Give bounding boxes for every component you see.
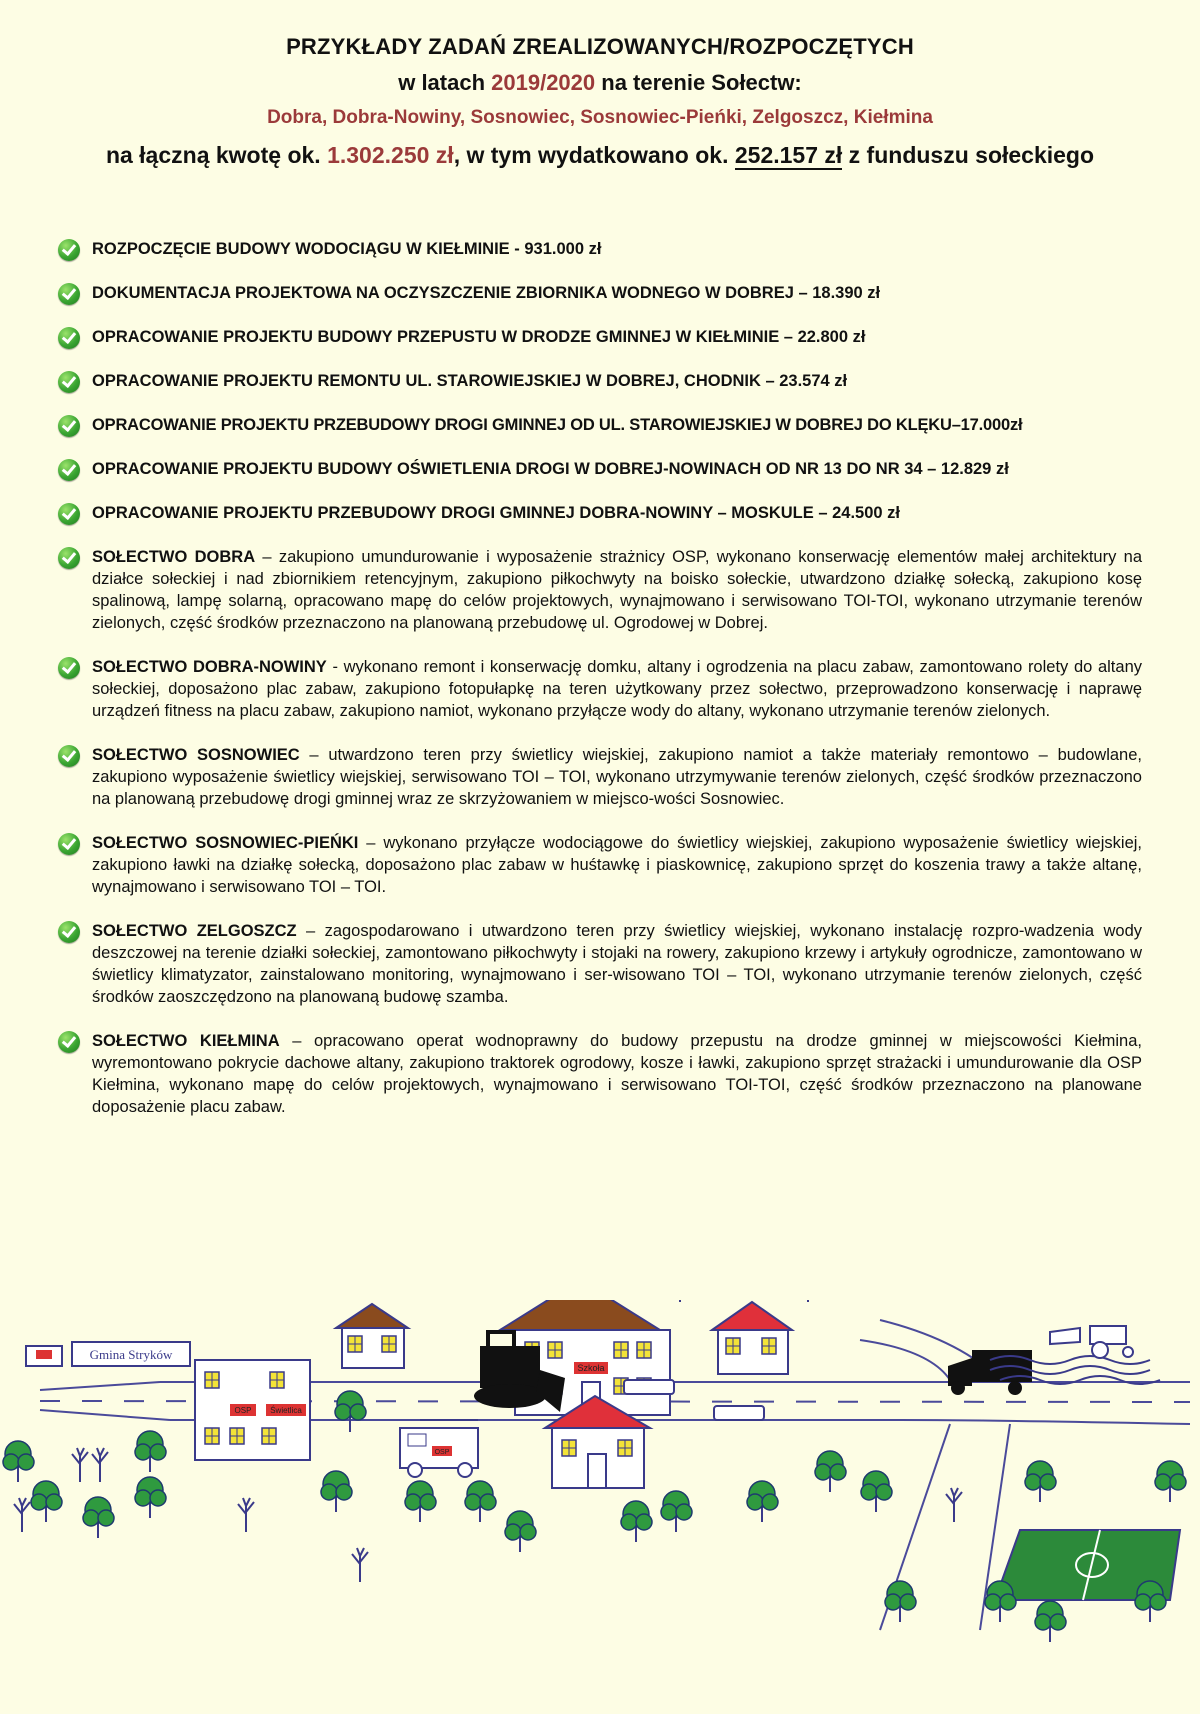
check-icon	[58, 327, 80, 349]
village-paragraph-dobra-nowiny: SOŁECTWO DOBRA-NOWINY - wykonano remont i konserwację domku, altany i ogrodzenia na placu zabaw, zamontowano rolety do altany sołeckiej, doposażono plac zabaw, zakupiono fotopułapkę na teren użytkowany przez sołectwo, przeprowadzono konserwację i naprawę urządzeń fitness na placu zabaw, zakupiono namiot, wykonano przyłącze wody do altany, wykonano utrzymanie terenów zielonych.	[58, 656, 1142, 722]
osp-building	[195, 1360, 310, 1460]
fire-truck	[400, 1420, 478, 1477]
check-icon	[58, 547, 80, 569]
village-paragraph-sosnowiec-pienki: SOŁECTWO SOSNOWIEC-PIEŃKI – wykonano przyłącze wodociągowe do świetlicy wiejskiej, zakupiono wyposażenie świetlicy wiejskiej, zakupiono ławki na działkę sołecką, doposażono plac zabaw w huśtawkę i piaskownicę, zakupiono sprzęt do koszenia trawy a także altanę, wynajmowano i serwisowano TOI – TOI.	[58, 832, 1142, 898]
subtitle-years: w latach 2019/2020 na terenie Sołectw:	[398, 70, 802, 95]
check-icon	[58, 503, 80, 525]
check-icon	[58, 239, 80, 261]
task-item: OPRACOWANIE PROJEKTU PRZEBUDOWY DROGI GMINNEJ OD UL. STAROWIEJSKIEJ W DOBREJ DO KLĘKU–17.000zł	[58, 414, 1142, 458]
check-icon	[58, 1031, 80, 1053]
header	[0, 30, 1200, 176]
village-paragraph-kielmina: SOŁECTWO KIEŁMINA – opracowano operat wodnoprawny do budowy przepustu na drodze gminnej w miejscowości Kiełmina, wyremontowano pokrycie dachowe altany, zakupiono traktorek ogrodowy, kosze i ławki, zakupiono sprzęt strażacki i umundurowanie dla OSP Kiełmina, wykonano mapę do celów projektowych, wynajmowano i serwisowano TOI-TOI, część środków przeznaczono na planowane doposażenie placu zabaw.	[58, 1030, 1142, 1118]
house-left	[336, 1304, 408, 1368]
task-item: OPRACOWANIE PROJEKTU PRZEBUDOWY DROGI GMINNEJ DOBRA-NOWINY – MOSKULE – 24.500 zł	[58, 502, 1142, 546]
svg-text:Gmina Stryków: Gmina Stryków	[89, 1347, 173, 1362]
total-amount-line: na łączną kwotę ok. 1.302.250 zł, w tym wydatkowano ok. 252.157 zł z funduszu sołeckiego	[105, 142, 1095, 168]
check-icon	[58, 415, 80, 437]
svg-text:OSP: OSP	[434, 1449, 450, 1456]
village-paragraph-dobra: SOŁECTWO DOBRA – zakupiono umundurowanie i wyposażenie strażnicy OSP, wykonano konserwację elementów małej architektury na działce sołeckiej i nad zbiornikiem retencyjnym, zakupiono piłkochwyty na boisko sołeckie, utwardzono działkę sołecką, zakupiono kosę spalinową, lampę solarną, opracowano mapę do celów projektowych, wynajmowano i serwisowano TOI-TOI, wykonano utrzymanie terenów zielonych, część środków przeznaczono na planowaną przebudowę ul. Ogrodowej w Dobrej.	[58, 546, 1142, 634]
task-item: OPRACOWANIE PROJEKTU REMONTU UL. STAROWIEJSKIEJ W DOBREJ, CHODNIK – 23.574 zł	[58, 370, 1142, 414]
villages-line: Dobra, Dobra-Nowiny, Sosnowiec, Sosnowiec-Pieńki, Zelgoszcz, Kiełmina	[267, 107, 933, 128]
task-item: OPRACOWANIE PROJEKTU BUDOWY OŚWIETLENIA DROGI W DOBREJ-NOWINACH OD NR 13 DO NR 34 – 12.829 zł	[58, 458, 1142, 502]
svg-text:Szkoła: Szkoła	[577, 1363, 605, 1373]
check-icon	[58, 371, 80, 393]
check-icon	[58, 459, 80, 481]
house-right	[712, 1302, 792, 1374]
village-paragraph-sosnowiec: SOŁECTWO SOSNOWIEC – utwardzono teren przy świetlicy wiejskiej, zakupiono namiot a także materiały remontowo – budowlane, zakupiono wyposażenie świetlicy wiejskiej, serwisowano TOI – TOI, wykonano utrzymywanie terenów zielonych, część środków przeznaczono na planowaną przebudowę drogi gminnej wraz ze skrzyżowaniem w miejsco-wości Sosnowiec.	[58, 744, 1142, 810]
check-icon	[58, 745, 80, 767]
svg-text:OSP: OSP	[234, 1406, 252, 1415]
village-paragraph-zelgoszcz: SOŁECTWO ZELGOSZCZ – zagospodarowano i utwardzono teren przy świetlicy wiejskiej, wykonano instalację rozpro-wadzenia wody deszczowej na terenie działki sołeckiej, zamontowano piłkochwyty i stojaki na rowery, zakupiono krzewy i artykuły ogrodnicze, zamontowano w świetlicy klimatyzator, zainstalowano monitoring, wynajmowano i ser-wisowano TOI – TOI, wykonano utrzymanie terenów zielonych, część środków zaoszczędzono na planowaną budowę szamba.	[58, 920, 1142, 1008]
check-icon	[58, 657, 80, 679]
gmina-sign	[26, 1342, 190, 1366]
page-title: PRZYKŁADY ZADAŃ ZREALIZOWANYCH/ROZPOCZĘTYCH	[286, 34, 914, 59]
check-icon	[58, 921, 80, 943]
svg-text:Świetlica: Świetlica	[270, 1406, 302, 1415]
task-item: ROZPOCZĘCIE BUDOWY WODOCIĄGU W KIEŁMINIE - 931.000 zł	[58, 238, 1142, 282]
task-list	[58, 238, 1142, 1118]
task-item: DOKUMENTACJA PROJEKTOWA NA OCZYSZCZENIE ZBIORNIKA WODNEGO W DOBREJ – 18.390 zł	[58, 282, 1142, 326]
task-item: OPRACOWANIE PROJEKTU BUDOWY PRZEPUSTU W DRODZE GMINNEJ W KIEŁMINIE – 22.800 zł	[58, 326, 1142, 370]
check-icon	[58, 283, 80, 305]
village-illustration	[0, 1300, 1200, 1714]
check-icon	[58, 833, 80, 855]
